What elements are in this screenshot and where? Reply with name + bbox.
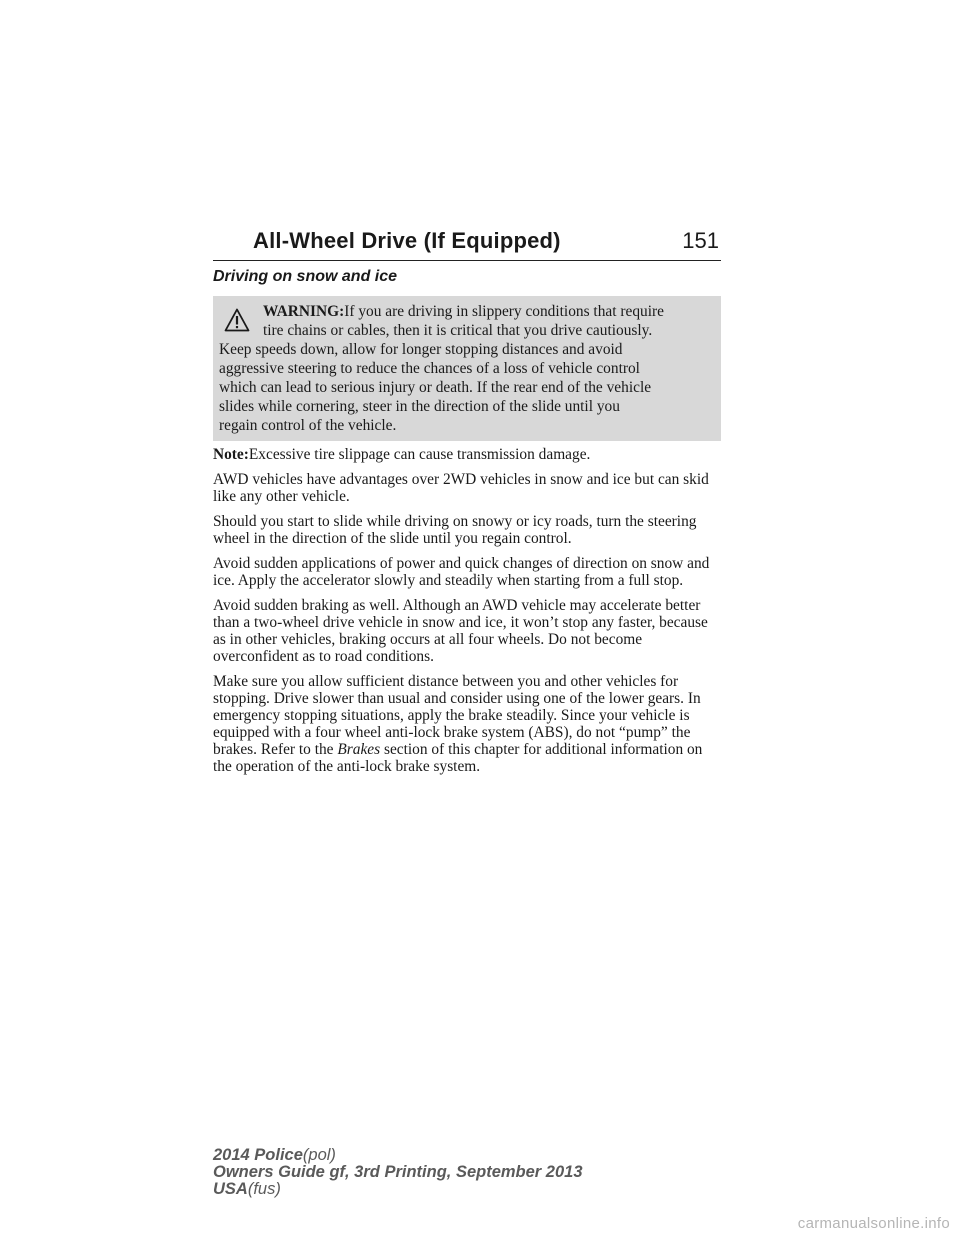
brakes-reference: Brakes — [337, 741, 381, 758]
note-label: Note: — [213, 446, 249, 463]
note-text: Excessive tire slippage can cause transmission damage. — [248, 446, 591, 463]
warning-label: WARNING: — [263, 303, 345, 320]
paragraph-4: Avoid sudden braking as well. Although an AWD vehicle may accelerate better than a two-wheel drive vehicle in snow and ice, it won’t stop any faster, because as in other vehicles, braking occurs at all four wheels. Do not become overconfident as to road conditions. — [213, 597, 708, 665]
chapter-title: All-Wheel Drive (If Equipped) — [253, 228, 561, 253]
paragraph-3: Avoid sudden applications of power and quick changes of direction on snow and ice. Apply the accelerator slowly and steadily when starting from a full stop. — [213, 555, 710, 589]
footer-model-code: (pol) — [302, 1146, 336, 1164]
footer-model: 2014 Police — [213, 1146, 303, 1164]
warning-line-7: regain control of the vehicle. — [219, 417, 397, 434]
warning-line-5: which can lead to serious injury or death. If the rear end of the vehicle — [219, 379, 652, 396]
note — [213, 446, 723, 463]
warning-text-1: If you are driving in slippery conditions that require — [344, 303, 664, 320]
warning-box — [213, 296, 721, 441]
paragraph-5-text-b: section of this chapter for additional information on the operation of the anti-lock brake system. — [213, 741, 703, 775]
warning-line-1 — [263, 302, 713, 321]
page-number: 151 — [682, 228, 719, 253]
footer-line-2: Owners Guide gf, 3rd Printing, September 2013 — [213, 1163, 583, 1181]
paragraph-5-text-a: Make sure you allow sufficient distance between you and other vehicles for stopping. Drive slower than usual and consider using one of the lower gears. In emergency stopping situations, apply the brake steadily. Since your vehicle is equipped with a four wheel anti-lock brake system (ABS), do not “pump” the brakes. Refer to the — [213, 673, 701, 758]
footer-line-1 — [213, 1147, 583, 1164]
paragraph-2: Should you start to slide while driving on snowy or icy roads, turn the steering wheel in the direction of the slide until you regain control. — [213, 513, 697, 547]
paragraph-1: AWD vehicles have advantages over 2WD vehicles in snow and ice but can skid like any other vehicle. — [213, 471, 709, 505]
paragraph-5 — [213, 673, 723, 775]
warning-triangle-icon — [224, 308, 250, 332]
page-footer — [213, 1147, 583, 1198]
footer-market-code: (fus) — [247, 1180, 281, 1198]
page-header — [213, 226, 721, 261]
section-heading: Driving on snow and ice — [213, 268, 398, 285]
warning-line-6: slides while cornering, steer in the direction of the slide until you — [219, 398, 620, 415]
footer-market: USA — [213, 1180, 248, 1198]
body-content — [213, 446, 723, 783]
warning-line-3: Keep speeds down, allow for longer stopping distances and avoid — [219, 341, 623, 358]
warning-line-2: tire chains or cables, then it is critical that you drive cautiously. — [263, 322, 653, 339]
footer-line-3 — [213, 1181, 583, 1198]
warning-line-4: aggressive steering to reduce the chances of a loss of vehicle control — [219, 360, 640, 377]
watermark: carmanualsonline.info — [797, 1215, 950, 1232]
